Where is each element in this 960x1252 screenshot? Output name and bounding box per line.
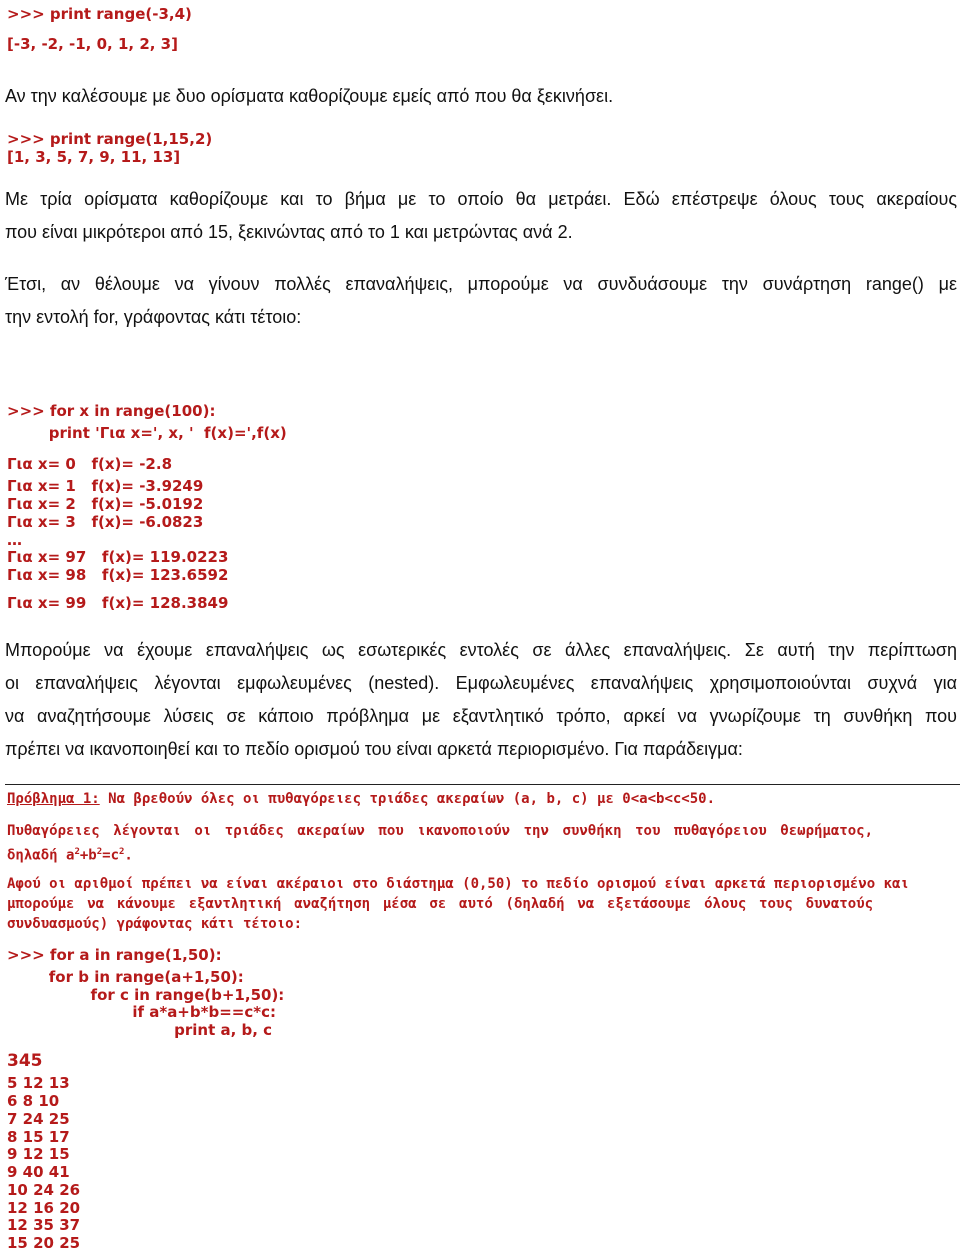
code-result-line: Για x= 0 f(x)= -2.8 [7, 455, 172, 473]
code-result-line: 8 15 17 [7, 1128, 70, 1146]
paragraph-line: Αν την καλέσουμε με δυο ορίσματα καθορίζουμε εμείς από που θα ξεκινήσει. [5, 86, 614, 106]
code-result-line: 10 24 26 [7, 1181, 81, 1199]
paragraph-line: Έτσι, αν θέλουμε να γίνουν πολλές επαναλήψεις, μπορούμε να συνδυάσουμε την συνάρτηση range() με [5, 274, 957, 294]
code-if-statement: if a*a+b*b==c*c: [7, 1003, 276, 1021]
divider [5, 784, 960, 785]
paragraph [5, 268, 957, 334]
code-result-line: Για x= 3 f(x)= -6.0823 [7, 513, 204, 531]
code-command: >>> print range(1,15,2) [7, 130, 213, 148]
code-result-line: 12 16 20 [7, 1199, 81, 1217]
code-print-statement: print 'Για x=', x, ' f(x)=',f(x) [7, 424, 287, 442]
code-result-line: Για x= 2 f(x)= -5.0192 [7, 495, 204, 513]
paragraph [5, 183, 957, 249]
paragraph-line: Μπορούμε να έχουμε επαναλήψεις ως εσωτερικές εντολές σε άλλες επαναλήψεις. Σε αυτή την περίπτωση [5, 640, 957, 660]
code-for-loop: >>> for x in range(100): [7, 402, 216, 420]
paragraph-line: Με τρία ορίσματα καθορίζουμε και το βήμα με το οποίο θα μετράει. Εδώ επέστρεψε όλους τους ακεραίους [5, 189, 957, 209]
code-result-line: Για x= 1 f(x)= -3.9249 [7, 477, 204, 495]
code-result-line: 6 8 10 [7, 1092, 60, 1110]
code-result-line: 9 40 41 [7, 1163, 70, 1181]
explanation-line: Αφού οι αριθμοί πρέπει να είναι ακέραιοι στο διάστημα (0,50) το πεδίο ορισμού είναι αρκετά περιορισμένο και [7, 876, 909, 892]
paragraph-line: να αναζητήσουμε λύσεις σε κάποιο πρόβλημα με εξαντλητικό τρόπο, αρκεί να γνωρίζουμε τη συνθήκη που [5, 706, 957, 726]
problem-label: Πρόβλημα 1: [7, 791, 100, 807]
code-result-line: 5 12 13 [7, 1074, 70, 1092]
paragraph-line: που είναι μικρότεροι από 15, ξεκινώντας από το 1 και μετρώντας ανά 2. [5, 222, 573, 242]
code-result-line: 12 35 37 [7, 1216, 81, 1234]
code-output: [-3, -2, -1, 0, 1, 2, 3] [7, 35, 178, 53]
code-result-line: Για x= 97 f(x)= 119.0223 [7, 548, 229, 566]
code-output: [1, 3, 5, 7, 9, 11, 13] [7, 148, 181, 166]
code-result-line: 345 [7, 1051, 43, 1071]
explanation-paragraph [7, 874, 909, 934]
code-result-line: Για x= 98 f(x)= 123.6592 [7, 566, 229, 584]
code-for-loop: >>> for a in range(1,50): [7, 946, 222, 964]
paragraph-line: την εντολή for, γράφοντας κάτι τέτοιο: [5, 307, 302, 327]
code-for-loop: for c in range(b+1,50): [7, 986, 285, 1004]
problem-text: Να βρεθούν όλες οι πυθαγόρειες τριάδες ακεραίων (a, b, c) με 0<a<b<c<50. [99, 791, 716, 807]
explanation-line: μπορούμε να κάνουμε εξαντλητική αναζήτηση μέσα σε αυτό (δηλαδή να εξετάσουμε όλους τους δυνατούς [7, 896, 873, 912]
paragraph [5, 634, 957, 766]
code-result-line: Για x= 99 f(x)= 128.3849 [7, 594, 229, 612]
code-for-loop: for b in range(a+1,50): [7, 968, 244, 986]
code-result-line: 15 20 25 [7, 1234, 81, 1252]
paragraph-line: πρέπει να ικανοποιηθεί και το πεδίο ορισμού του είναι αρκετά περιορισμένο. Για παράδειγμα: [5, 739, 743, 759]
definition-line: Πυθαγόρειες λέγονται οι τριάδες ακεραίων που ικανοποιούν την συνθήκη του πυθαγόρειου θεωρήματος, [7, 823, 873, 839]
code-print-statement: print a, b, c [7, 1021, 273, 1039]
code-result-line: 7 24 25 [7, 1110, 70, 1128]
explanation-line: συνδυασμούς) γράφοντας κάτι τέτοιο: [7, 916, 303, 932]
paragraph-line: οι επαναλήψεις λέγονται εμφωλευμένες (nested). Εμφωλευμένες επαναλήψεις χρησιμοποιούνται συχνά για [5, 673, 957, 693]
code-command: >>> print range(-3,4) [7, 5, 192, 23]
code-ellipsis: … [7, 531, 22, 549]
definition-paragraph [7, 821, 873, 867]
paragraph [5, 80, 957, 113]
problem-statement [7, 789, 873, 810]
definition-line: δηλαδή $a^2+b^2=c^2$. [7, 847, 133, 864]
code-result-line: 9 12 15 [7, 1145, 70, 1163]
